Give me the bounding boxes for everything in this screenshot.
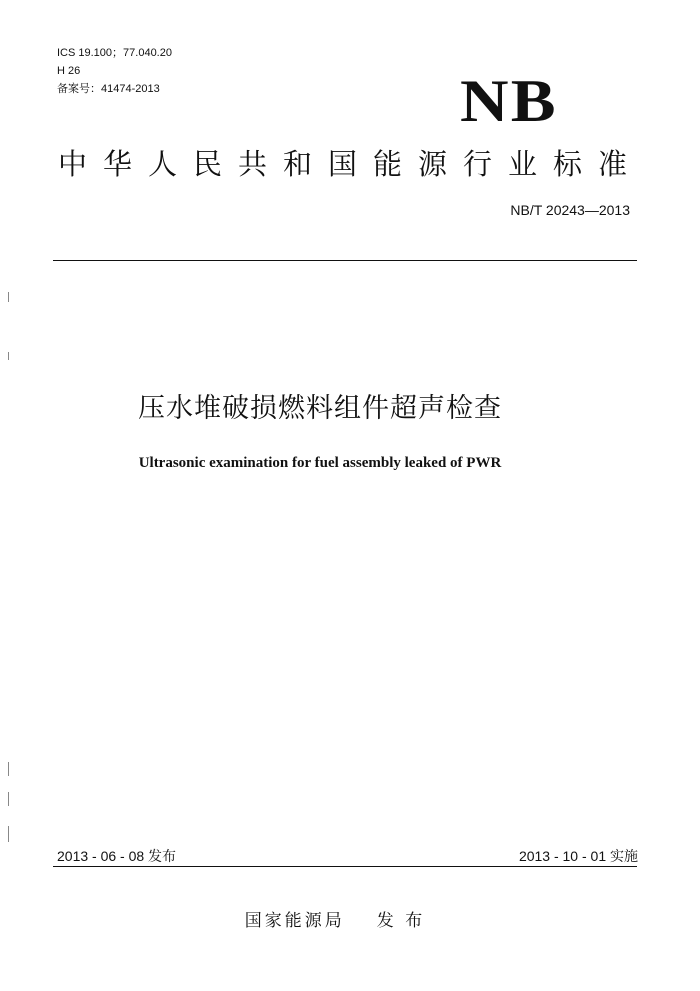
publisher-line (0, 906, 670, 931)
scan-mark (8, 352, 9, 360)
scan-mark (8, 762, 9, 776)
standard-number: NB/T 20243—2013 (510, 202, 630, 218)
scan-mark (8, 792, 9, 806)
ministry-heading: 中华人民共和国能源行业标准 (58, 147, 644, 181)
document-title-chinese: 压水堆破损燃料组件超声检查 (138, 393, 502, 424)
scan-mark (8, 826, 9, 842)
nb-logo: NB (460, 68, 558, 134)
record-number: 备案号：41474-2013 (57, 83, 160, 95)
top-divider (53, 260, 637, 261)
issue-date: 2013 - 06 - 08 发布 (57, 848, 177, 864)
ics-code: ICS 19.100；77.040.20 (57, 47, 172, 59)
publisher-name: 国家能源局 (244, 911, 345, 931)
bottom-divider (53, 866, 637, 867)
document-title-english: Ultrasonic examination for fuel assembly leaked of PWR (138, 455, 502, 471)
implementation-date: 2013 - 10 - 01 实施 (518, 848, 638, 864)
publish-action: 发 布 (376, 911, 426, 931)
classification-code: H 26 (57, 65, 81, 77)
scan-mark (8, 292, 9, 302)
